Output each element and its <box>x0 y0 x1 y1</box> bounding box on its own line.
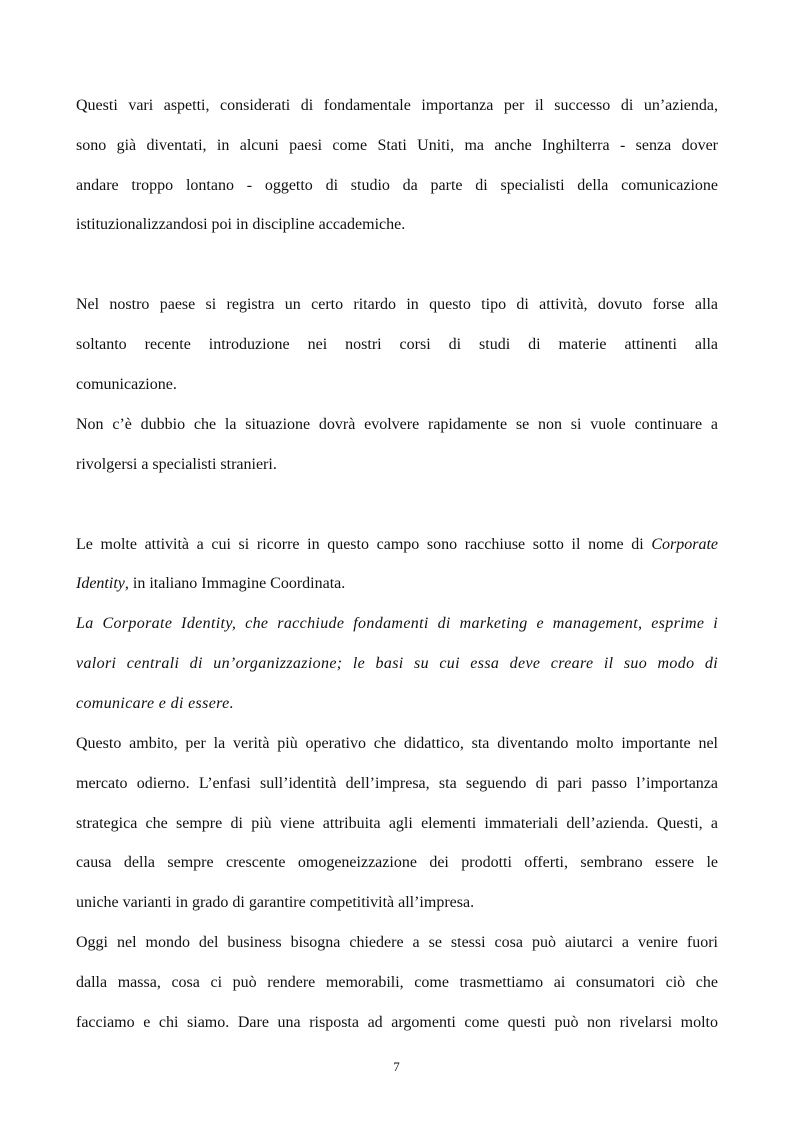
quote-line: La Corporate Identity, che racchiude fondamenti di marketing e management, esprime i <box>76 615 718 632</box>
line-text: , in italiano Immagine Coordinata. <box>124 575 346 592</box>
paragraph-line: soltanto recente introduzione nei nostri corsi di studi di materie attinenti alla <box>76 336 718 353</box>
paragraph-line: strategica che sempre di più viene attribuita agli elementi immateriali dell’azienda. Questi, a <box>76 815 718 832</box>
paragraph-line: uniche varianti in grado di garantire competitività all’impresa. <box>76 894 475 911</box>
paragraph-line: sono già diventati, in alcuni paesi come Stati Uniti, ma anche Inghilterra - senza dover <box>76 137 718 154</box>
paragraph-line: dalla massa, cosa ci può rendere memorabili, come trasmettiamo ai consumatori ciò che <box>76 974 718 991</box>
paragraph-line: facciamo e chi siamo. Dare una risposta ad argomenti come questi può non rivelarsi molto <box>76 1014 718 1031</box>
paragraph-line: andare troppo lontano - oggetto di studio da parte di specialisti della comunicazione <box>76 177 718 194</box>
paragraph-line: Nel nostro paese si registra un certo ritardo in questo tipo di attività, dovuto forse alla <box>76 296 718 313</box>
paragraph-line: istituzionalizzandosi poi in discipline accademiche. <box>76 216 406 233</box>
paragraph-line: rivolgersi a specialisti stranieri. <box>76 456 277 473</box>
paragraph-line: Questo ambito, per la verità più operativo che didattico, sta diventando molto importante nel <box>76 735 718 752</box>
page-number: 7 <box>393 1059 400 1074</box>
paragraph-line: comunicazione. <box>76 376 177 393</box>
paragraph-line: Non c’è dubbio che la situazione dovrà evolvere rapidamente se non si vuole continuare a <box>76 416 718 433</box>
paragraph-line <box>76 574 718 594</box>
paragraph-line: Questi vari aspetti, considerati di fondamentale importanza per il successo di un’azienda, <box>76 97 718 114</box>
quote-line: valori centrali di un’organizzazione; le basi su cui essa deve creare il suo modo di <box>76 655 718 672</box>
italic-term: Corporate <box>651 536 718 553</box>
quote-line: comunicare e di essere. <box>76 695 234 712</box>
paragraph-line: mercato odierno. L’enfasi sull’identità dell’impresa, sta seguendo di pari passo l’importanza <box>76 775 718 792</box>
line-text: Le molte attività a cui si ricorre in questo campo sono racchiuse sotto il nome di <box>76 536 652 553</box>
paragraph-line: Oggi nel mondo del business bisogna chiedere a se stessi cosa può aiutarci a venire fuori <box>76 934 718 951</box>
paragraph-line <box>76 535 718 555</box>
paragraph-line: causa della sempre crescente omogeneizzazione dei prodotti offerti, sembrano essere le <box>76 854 718 871</box>
italic-term: Identity <box>76 575 125 592</box>
